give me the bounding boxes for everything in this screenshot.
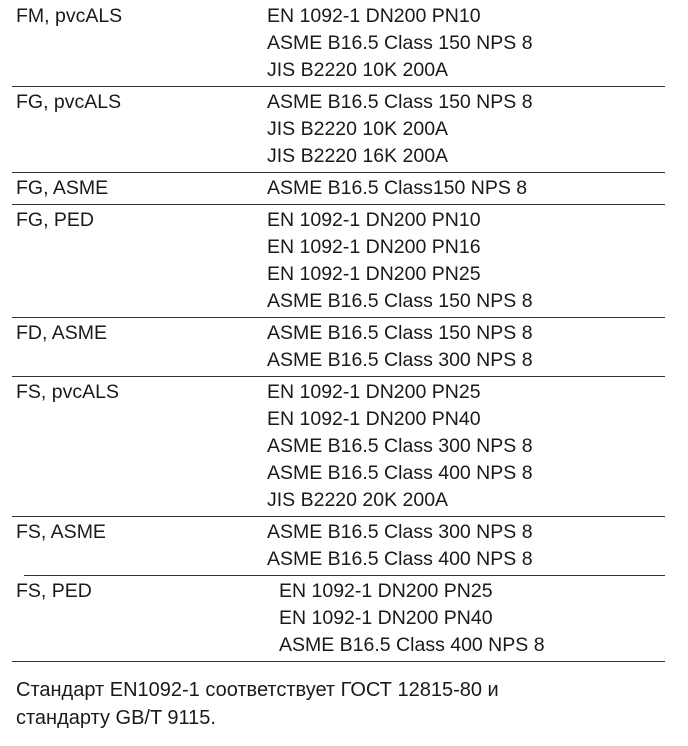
table-row [0, 86, 665, 172]
table-row [0, 516, 665, 575]
standard-item: EN 1092-1 DN200 PN40 [267, 408, 481, 430]
flange-type-cell: FD, ASME [16, 322, 108, 344]
standards-cell [267, 317, 665, 376]
flange-type-cell: FS, pvcALS [16, 381, 119, 403]
standard-item: ASME B16.5 Class 400 NPS 8 [267, 548, 533, 570]
flange-type-cell: FG, PED [16, 209, 95, 231]
standard-item: JIS B2220 20K 200A [267, 489, 449, 511]
standard-item: ASME B16.5 Class 300 NPS 8 [267, 435, 533, 457]
flange-type-cell: FS, ASME [16, 521, 106, 543]
flange-type-cell: FG, ASME [16, 177, 109, 199]
table-row [0, 0, 665, 86]
standard-item: EN 1092-1 DN200 PN10 [267, 5, 481, 27]
table-row [0, 172, 665, 204]
standard-item: ASME B16.5 Class 150 NPS 8 [267, 322, 533, 344]
table-row [0, 317, 665, 376]
standard-item: EN 1092-1 DN200 PN16 [267, 236, 481, 258]
standard-item: EN 1092-1 DN200 PN25 [267, 263, 481, 285]
table-row [0, 204, 665, 317]
standard-item: JIS B2220 16K 200A [267, 145, 449, 167]
standard-item: ASME B16.5 Class 300 NPS 8 [267, 521, 533, 543]
standards-cell [267, 0, 665, 86]
table-row [0, 376, 665, 516]
standards-cell [267, 516, 665, 575]
standard-item: JIS B2220 10K 200A [267, 59, 449, 81]
standard-item: EN 1092-1 DN200 PN25 [279, 580, 493, 602]
standard-item: ASME B16.5 Class150 NPS 8 [267, 177, 528, 199]
standards-cell [267, 376, 665, 516]
footnote-line-2: стандарту GB/T 9115. [16, 707, 216, 729]
flange-type-cell: FM, pvcALS [16, 5, 123, 27]
standard-item: ASME B16.5 Class 150 NPS 8 [267, 91, 533, 113]
standard-item: ASME B16.5 Class 400 NPS 8 [267, 462, 533, 484]
standard-item: ASME B16.5 Class 150 NPS 8 [267, 290, 533, 312]
standard-item: JIS B2220 10K 200A [267, 118, 449, 140]
standard-item: EN 1092-1 DN200 PN25 [267, 381, 481, 403]
standards-cell [267, 86, 665, 172]
footnote [16, 676, 616, 732]
standards-cell [267, 172, 665, 204]
flange-type-cell: FS, PED [16, 580, 92, 602]
standard-item: ASME B16.5 Class 400 NPS 8 [279, 634, 545, 656]
standard-item: EN 1092-1 DN200 PN10 [267, 209, 481, 231]
standards-cell [279, 575, 665, 661]
table-row [12, 575, 665, 662]
footnote-line-1: Стандарт EN1092-1 соответствует ГОСТ 12815-80 и [16, 679, 499, 701]
standard-item: ASME B16.5 Class 300 NPS 8 [267, 349, 533, 371]
flange-type-cell: FG, pvcALS [16, 91, 122, 113]
standard-item: EN 1092-1 DN200 PN40 [279, 607, 493, 629]
standards-cell [267, 204, 665, 317]
standard-item: ASME B16.5 Class 150 NPS 8 [267, 32, 533, 54]
